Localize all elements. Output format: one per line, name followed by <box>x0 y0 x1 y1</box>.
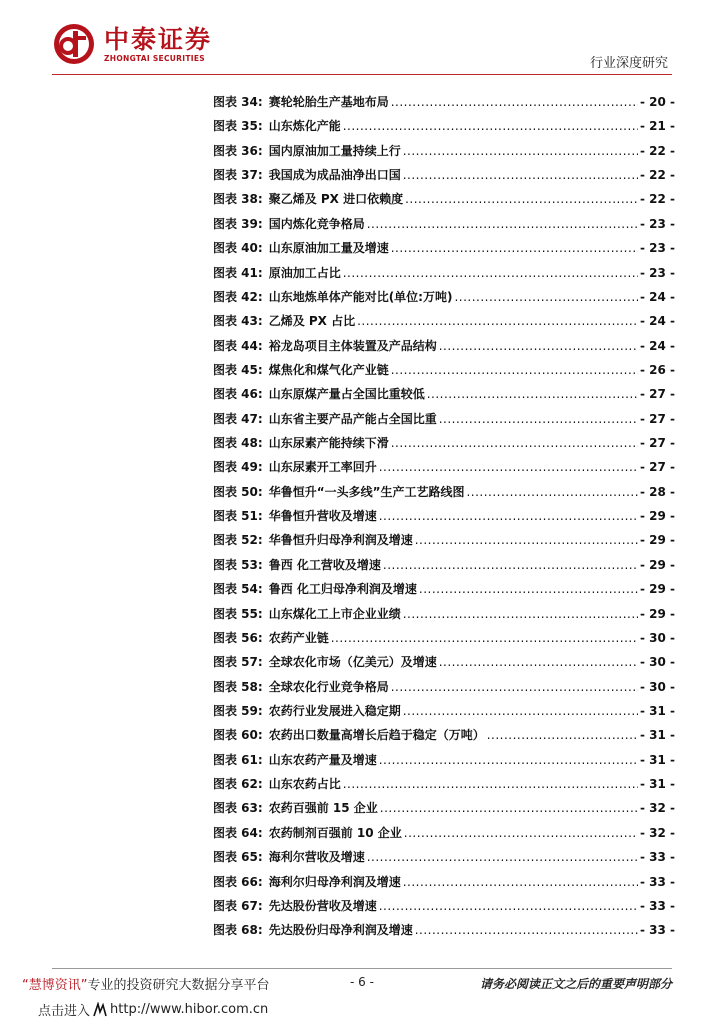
toc-row[interactable] <box>213 385 675 409</box>
toc-page-number: - 31 - <box>639 752 675 767</box>
toc-figure-label: 图表 62: <box>213 777 263 792</box>
toc-page-number: - 30 - <box>639 655 675 670</box>
toc-figure-label: 图表 34: <box>213 95 263 109</box>
toc-figure-label: 图表 52: <box>213 533 263 548</box>
toc-figure-title: 原油加工占比 <box>268 265 341 280</box>
toc-figure-label: 图表 47: <box>213 411 263 426</box>
toc-figure-label: 图表 50: <box>213 484 263 499</box>
footer-link[interactable] <box>38 1000 268 1019</box>
toc-leader-dots <box>454 290 638 304</box>
footer-brand-line <box>22 974 270 993</box>
toc-row[interactable] <box>213 605 675 629</box>
toc-figure-label: 图表 64: <box>213 825 263 840</box>
toc-row[interactable] <box>213 434 675 458</box>
toc-row[interactable] <box>213 507 675 531</box>
toc-page-number: - 29 - <box>639 533 675 548</box>
toc-page-number: - 24 - <box>639 338 675 353</box>
logo-english-name: ZHONGTAI SECURITIES <box>104 53 205 63</box>
toc-page-number: - 21 - <box>639 119 675 134</box>
toc-leader-dots <box>379 753 638 767</box>
toc-row[interactable] <box>213 239 675 263</box>
toc-leader-dots <box>379 509 638 523</box>
toc-figure-title: 农药制剂百强前 10 企业 <box>268 825 402 840</box>
toc-figure-title: 乙烯及 PX 占比 <box>268 314 356 329</box>
toc-leader-dots <box>391 436 638 450</box>
footer-link-url[interactable]: http://www.hibor.com.cn <box>110 1002 269 1017</box>
toc-figure-label: 图表 36: <box>213 143 263 158</box>
toc-figure-label: 图表 63: <box>213 801 263 816</box>
footer-divider <box>52 968 672 969</box>
toc-page-number: - 33 - <box>639 898 675 913</box>
toc-figure-label: 图表 40: <box>213 241 263 256</box>
toc-figure-title: 鲁西 化工营收及增速 <box>268 557 381 572</box>
toc-leader-dots <box>404 826 638 840</box>
toc-figure-label: 图表 41: <box>213 265 263 280</box>
toc-page-number: - 32 - <box>639 825 675 840</box>
toc-figure-label: 图表 43: <box>213 314 263 329</box>
header-divider <box>52 74 672 75</box>
toc-leader-dots <box>427 387 638 401</box>
toc-figure-title: 农药产业链 <box>268 630 329 645</box>
toc-leader-dots <box>379 460 638 474</box>
toc-page-number: - 27 - <box>639 460 675 475</box>
toc-page-number: - 32 - <box>639 801 675 816</box>
toc-row[interactable] <box>213 531 675 555</box>
toc-row[interactable] <box>213 410 675 434</box>
toc-leader-dots <box>391 241 638 255</box>
toc-row[interactable] <box>213 142 675 166</box>
toc-figure-title: 山东地炼单体产能对比(单位:万吨) <box>268 289 453 304</box>
toc-figure-title: 煤焦化和煤气化产业链 <box>268 362 389 377</box>
company-logo <box>52 22 212 66</box>
toc-figure-label: 图表 46: <box>213 387 263 402</box>
toc-page-number: - 23 - <box>639 241 675 256</box>
toc-page-number: - 29 - <box>639 509 675 524</box>
toc-figure-title: 农药出口数量高增长后趋于稳定（万吨） <box>268 728 485 743</box>
toc-leader-dots <box>415 533 638 547</box>
toc-leader-dots <box>391 363 638 377</box>
toc-leader-dots <box>383 558 638 572</box>
logo-chinese-name: 中泰证券 <box>104 24 213 54</box>
toc-leader-dots <box>391 680 638 694</box>
toc-figure-label: 图表 68: <box>213 923 263 938</box>
toc-page-number: - 27 - <box>639 411 675 426</box>
toc-page-number: - 22 - <box>639 168 675 183</box>
toc-figure-label: 图表 57: <box>213 655 263 670</box>
toc-figure-label: 图表 39: <box>213 216 263 231</box>
toc-page-number: - 33 - <box>639 850 675 865</box>
toc-figure-title: 山东尿素开工率回升 <box>268 460 377 475</box>
toc-leader-dots <box>439 655 638 669</box>
toc-figure-label: 图表 49: <box>213 460 263 475</box>
page-header <box>0 0 724 80</box>
toc-figure-label: 图表 38: <box>213 192 263 207</box>
toc-row[interactable] <box>213 921 675 945</box>
toc-row[interactable] <box>213 775 675 799</box>
toc-figure-title: 山东农药产量及增速 <box>268 752 377 767</box>
toc-figure-label: 图表 66: <box>213 874 263 889</box>
toc-row[interactable] <box>213 702 675 726</box>
toc-figure-title: 农药百强前 15 企业 <box>268 801 378 816</box>
toc-page-number: - 31 - <box>639 703 675 718</box>
toc-page-number: - 27 - <box>639 436 675 451</box>
toc-figure-title: 聚乙烯及 PX 进口依赖度 <box>268 192 404 207</box>
toc-row[interactable] <box>213 678 675 702</box>
toc-leader-dots <box>466 485 638 499</box>
toc-leader-dots <box>380 801 638 815</box>
toc-page-number: - 24 - <box>639 289 675 304</box>
toc-leader-dots <box>403 704 638 718</box>
toc-row[interactable] <box>213 556 675 580</box>
toc-leader-dots <box>331 631 638 645</box>
toc-row[interactable] <box>213 264 675 288</box>
toc-leader-dots <box>403 144 638 158</box>
zhongtai-logo-icon <box>52 22 96 66</box>
toc-row[interactable] <box>213 458 675 482</box>
toc-figure-title: 国内原油加工量持续上行 <box>268 143 401 158</box>
toc-page-number: - 29 - <box>639 582 675 597</box>
footer-disclaimer: 请务必阅读正文之后的重要声明部分 <box>479 977 672 991</box>
toc-row[interactable] <box>213 337 675 361</box>
toc-leader-dots <box>405 192 638 206</box>
toc-page-number: - 23 - <box>639 265 675 280</box>
toc-page-number: - 30 - <box>639 679 675 694</box>
toc-page-number: - 29 - <box>639 557 675 572</box>
toc-row[interactable] <box>213 580 675 604</box>
toc-leader-dots <box>343 266 638 280</box>
toc-row[interactable] <box>213 824 675 848</box>
toc-figure-title: 山东煤化工上市企业业绩 <box>268 606 401 621</box>
toc-leader-dots <box>343 119 638 133</box>
footer-link-prefix: 点击进入 <box>38 1004 91 1019</box>
toc-figure-title: 山东原油加工量及增速 <box>268 241 389 256</box>
toc-figure-label: 图表 35: <box>213 119 263 134</box>
toc-figure-label: 图表 58: <box>213 679 263 694</box>
toc-leader-dots <box>419 582 638 596</box>
toc-row[interactable] <box>213 897 675 921</box>
footer-brand: “慧博资讯” <box>22 978 88 993</box>
toc-figure-title: 国内炼化竞争格局 <box>268 216 365 231</box>
toc-leader-dots <box>403 168 638 182</box>
toc-row[interactable] <box>213 190 675 214</box>
toc-row[interactable] <box>213 93 675 117</box>
toc-row[interactable] <box>213 629 675 653</box>
toc-figure-label: 图表 55: <box>213 606 263 621</box>
toc-figure-label: 图表 56: <box>213 630 263 645</box>
toc-figure-title: 裕龙岛项目主体装置及产品结构 <box>268 338 437 353</box>
toc-figure-title: 鲁西 化工归母净利润及增速 <box>268 582 417 597</box>
toc-page-number: - 30 - <box>639 630 675 645</box>
toc-leader-dots <box>367 850 638 864</box>
toc-figure-label: 图表 67: <box>213 898 263 913</box>
toc-figure-title: 我国成为成品油净出口国 <box>268 168 401 183</box>
toc-figure-label: 图表 48: <box>213 436 263 451</box>
report-type-label: 行业深度研究 <box>589 56 668 71</box>
toc-page-number: - 23 - <box>639 216 675 231</box>
toc-leader-dots <box>403 875 638 889</box>
toc-row[interactable] <box>213 799 675 823</box>
toc-row[interactable] <box>213 848 675 872</box>
toc-leader-dots <box>415 923 638 937</box>
toc-figure-label: 图表 53: <box>213 557 263 572</box>
toc-row[interactable] <box>213 751 675 775</box>
toc-figure-title: 山东原煤产量占全国比重较低 <box>268 387 425 402</box>
toc-row[interactable] <box>213 288 675 312</box>
toc-figure-title: 海利尔营收及增速 <box>268 850 365 865</box>
toc-figure-title: 山东农药占比 <box>268 777 341 792</box>
toc-row[interactable] <box>213 312 675 336</box>
hibor-icon <box>92 1002 108 1018</box>
toc-figure-title: 华鲁恒升归母净利润及增速 <box>268 533 413 548</box>
footer-tagline: 专业的投资研究大数据分享平台 <box>87 978 270 993</box>
toc-row[interactable] <box>213 653 675 677</box>
toc-leader-dots <box>357 314 638 328</box>
figure-index-list <box>213 93 675 946</box>
toc-page-number: - 24 - <box>639 314 675 329</box>
toc-row[interactable] <box>213 215 675 239</box>
toc-page-number: - 22 - <box>639 192 675 207</box>
toc-figure-label: 图表 61: <box>213 752 263 767</box>
toc-page-number: - 31 - <box>639 777 675 792</box>
toc-figure-label: 图表 42: <box>213 289 263 304</box>
toc-row[interactable] <box>213 726 675 750</box>
toc-page-number: - 33 - <box>639 923 675 938</box>
toc-leader-dots <box>439 339 638 353</box>
toc-figure-label: 图表 59: <box>213 703 263 718</box>
toc-page-number: - 27 - <box>639 387 675 402</box>
toc-figure-label: 图表 44: <box>213 338 263 353</box>
toc-page-number: - 20 - <box>639 95 675 109</box>
toc-row[interactable] <box>213 166 675 190</box>
toc-figure-title: 山东省主要产品产能占全国比重 <box>268 411 437 426</box>
toc-page-number: - 33 - <box>639 874 675 889</box>
toc-figure-label: 图表 51: <box>213 509 263 524</box>
toc-leader-dots <box>487 728 638 742</box>
toc-row[interactable] <box>213 483 675 507</box>
toc-figure-title: 华鲁恒升营收及增速 <box>268 509 377 524</box>
toc-figure-title: 先达股份营收及增速 <box>268 898 377 913</box>
toc-figure-label: 图表 65: <box>213 850 263 865</box>
toc-page-number: - 26 - <box>639 362 675 377</box>
toc-leader-dots <box>379 899 638 913</box>
toc-figure-title: 先达股份归母净利润及增速 <box>268 923 413 938</box>
toc-page-number: - 22 - <box>639 143 675 158</box>
toc-page-number: - 31 - <box>639 728 675 743</box>
toc-figure-title: 山东尿素产能持续下滑 <box>268 436 389 451</box>
toc-leader-dots <box>403 607 638 621</box>
toc-leader-dots <box>391 95 638 109</box>
toc-leader-dots <box>343 777 638 791</box>
toc-figure-title: 海利尔归母净利润及增速 <box>268 874 401 889</box>
toc-row[interactable] <box>213 873 675 897</box>
toc-figure-title: 山东炼化产能 <box>268 119 341 134</box>
toc-page-number: - 29 - <box>639 606 675 621</box>
toc-figure-label: 图表 45: <box>213 362 263 377</box>
toc-figure-title: 全球农化行业竞争格局 <box>268 679 389 694</box>
toc-figure-title: 农药行业发展进入稳定期 <box>268 703 401 718</box>
toc-figure-title: 全球农化市场（亿美元）及增速 <box>268 655 437 670</box>
toc-figure-label: 图表 37: <box>213 168 263 183</box>
toc-leader-dots <box>439 412 638 426</box>
toc-row[interactable] <box>213 361 675 385</box>
toc-row[interactable] <box>213 117 675 141</box>
toc-figure-label: 图表 60: <box>213 728 263 743</box>
toc-figure-title: 赛轮轮胎生产基地布局 <box>268 95 389 109</box>
toc-page-number: - 28 - <box>639 484 675 499</box>
page-number: - 6 - <box>350 975 374 989</box>
toc-figure-label: 图表 54: <box>213 582 263 597</box>
toc-leader-dots <box>367 217 638 231</box>
toc-figure-title: 华鲁恒升“一头多线”生产工艺路线图 <box>268 484 465 499</box>
